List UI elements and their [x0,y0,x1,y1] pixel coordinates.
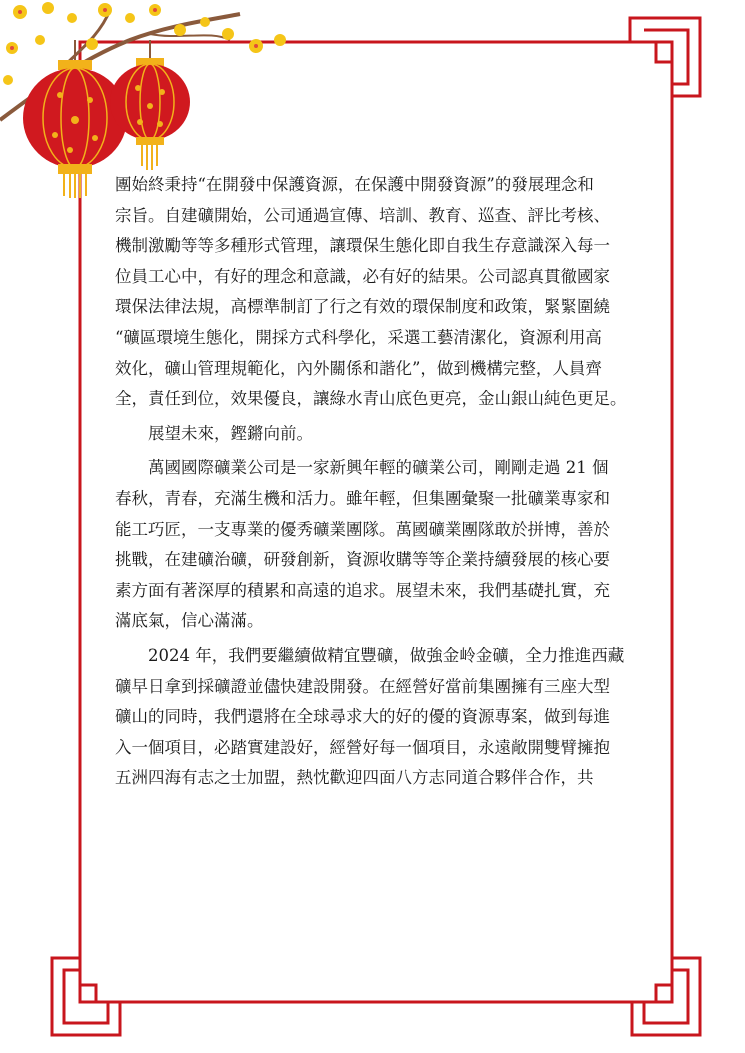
paragraph [115,419,637,450]
text-line: 礦早日拿到採礦證並儘快建設開發。在經營好當前集團擁有三座大型 [115,676,610,696]
paragraph [115,641,637,794]
paragraph [115,453,637,637]
corner-ornament-bottom-right [632,958,700,1035]
text-line: 春秋，青春，充滿生機和活力。雖年輕，但集團彙聚一批礦業專家和 [115,488,610,508]
text-line: 位員工心中，有好的理念和意識，必有好的結果。公司認真貫徹國家 [115,266,610,286]
text-line: 入一個項目，必踏實建設好，經營好每一個項目，永遠敞開雙臂擁抱 [115,737,610,757]
text-line: 挑戰，在建礦治礦，研發創新，資源收購等等企業持續發展的核心要 [115,550,610,570]
text-line: 宗旨。自建礦開始，公司通過宣傳、培訓、教育、巡查、評比考核、 [115,205,610,225]
red-lantern-icon [110,40,190,170]
text-line: 2024 年，我們要繼續做精宜豐礦，做強金岭金礦，全力推進西藏 [148,645,625,665]
text-line: 全，責任到位，效果優良，讓綠水青山底色更亮，金山銀山純色更足。 [115,389,627,409]
text-line: 萬國國際礦業公司是一家新興年輕的礦業公司，剛剛走過 21 個 [148,458,609,478]
red-lantern-icon [23,40,127,198]
text-line: “礦區環境生態化，開採方式科學化，采選工藝清潔化，資源利用高 [115,327,602,347]
paragraph [115,170,637,415]
corner-ornament-bottom-left [52,958,120,1035]
text-line: 能工巧匠，一支專業的優秀礦業團隊。萬國礦業團隊敢於拼博，善於 [115,519,610,539]
text-line: 礦山的同時，我們還將在全球尋求大的好的優的資源專案，做到每進 [115,707,610,727]
text-line: 滿底氣，信心滿滿。 [115,611,264,631]
text-line: 機制激勵等等多種形式管理，讓環保生態化即自我生存意識深入每一 [115,236,610,256]
corner-ornament-top-right [630,18,700,96]
document-body [115,170,637,798]
text-line: 團始終秉持“在開發中保護資源，在保護中開發資源”的發展理念和 [115,175,594,194]
text-line: 素方面有著深厚的積累和高遠的追求。展望未來，我們基礎扎實，充 [115,580,610,600]
text-line: 五洲四海有志之士加盟，熱忱歡迎四面八方志同道合夥伴合作，共 [115,768,594,788]
text-line: 環保法律法規，高標準制訂了行之有效的環保制度和政策，緊緊圍繞 [115,297,610,317]
text-line: 效化，礦山管理規範化，內外關係和諧化”，做到機構完整，人員齊 [115,358,602,378]
text-line: 展望未來，鏗鏘向前。 [148,423,313,443]
